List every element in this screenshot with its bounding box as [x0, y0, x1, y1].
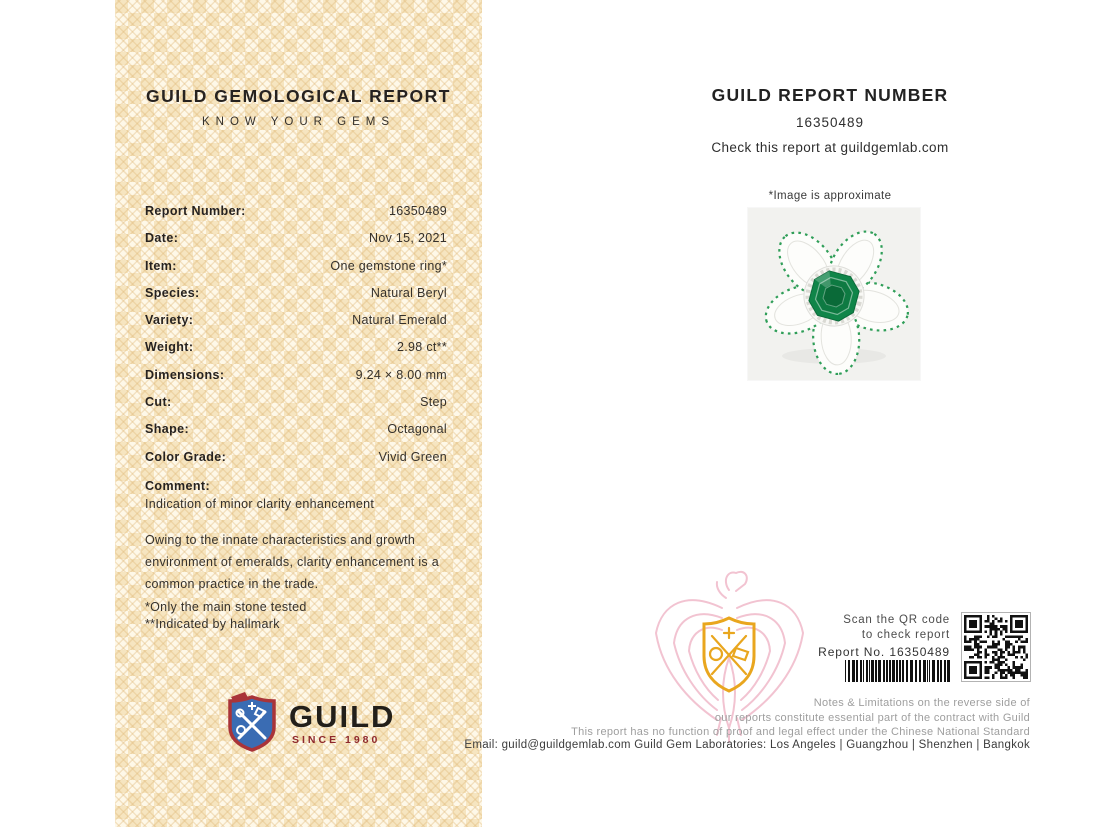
field-label: Item: [145, 258, 177, 273]
field-label: Color Grade: [145, 449, 227, 464]
field-label: Cut: [145, 395, 172, 410]
footnote-hallmark: **Indicated by hallmark [145, 616, 280, 631]
logo-tagline: SINCE 1980 [292, 734, 381, 746]
field-label: Weight: [145, 340, 194, 355]
qr-code [961, 612, 1031, 682]
comment-block [145, 479, 457, 511]
field-row-variety [145, 313, 447, 340]
field-row-color-grade [145, 450, 447, 477]
field-value: Octagonal [387, 422, 447, 437]
certificate-panel [115, 0, 482, 827]
qr-caption [790, 613, 950, 643]
field-row-shape [145, 422, 447, 449]
footer-note-line3: This report has no function of proof and legal effect under the Chinese National Standard [571, 726, 1030, 739]
image-approximate-note: *Image is approximate [768, 190, 892, 202]
qr-caption-line1: Scan the QR code [843, 614, 950, 626]
field-value: 2.98 ct** [397, 340, 447, 355]
field-label: Dimensions: [145, 367, 225, 382]
field-value: Natural Emerald [352, 313, 447, 328]
field-row-report-number [145, 204, 447, 231]
field-value: Step [420, 395, 447, 410]
field-row-cut [145, 395, 447, 422]
field-label: Date: [145, 231, 179, 246]
footer-note-line1: Notes & Limitations on the reverse side of [813, 697, 1030, 709]
field-row-date [145, 231, 447, 258]
field-value: Nov 15, 2021 [369, 231, 447, 246]
field-value: Vivid Green [378, 449, 447, 464]
field-label: Species: [145, 285, 200, 300]
field-value: 9.24 × 8.00 mm [355, 367, 447, 382]
logo-wordmark: GUILD [289, 699, 396, 734]
field-value: Natural Beryl [370, 285, 447, 300]
footer-contact: Email: guild@guildgemlab.com Guild Gem Laboratories: Los Angeles | Guangzhou | Shenzhen | Bangkok [464, 739, 1030, 751]
report-subtitle: KNOW YOUR GEMS [201, 116, 396, 128]
enhancement-note: Owing to the innate characteristics and growth environment of emeralds, clarity enhancement is a common practice in the trade. [145, 533, 440, 591]
barcode [845, 660, 951, 682]
notes-block [145, 529, 450, 632]
comment-value: Indication of minor clarity enhancement [145, 497, 375, 511]
guild-shield-icon [225, 690, 279, 757]
field-value: 16350489 [388, 204, 447, 218]
guild-logo [225, 690, 395, 757]
report-number-value: 16350489 [795, 115, 865, 130]
field-label: Variety: [145, 313, 194, 328]
footer-notes [470, 696, 1030, 740]
report-title: GUILD GEMOLOGICAL REPORT [146, 86, 451, 106]
emerald-ring-photo [748, 208, 920, 380]
qr-caption-line2: to check report [861, 629, 950, 641]
field-row-item [145, 259, 447, 286]
field-row-dimensions [145, 368, 447, 395]
report-fields [145, 204, 447, 477]
field-label: Report Number: [145, 204, 246, 218]
check-report-line: Check this report at guildgemlab.com [711, 140, 949, 155]
field-row-species [145, 286, 447, 313]
comment-label: Comment: [145, 479, 211, 493]
footer-note-line2: our reports constitute essential part of the contract with Guild [714, 711, 1030, 724]
report-number-heading: GUILD REPORT NUMBER [711, 85, 949, 105]
field-value: One gemstone ring* [330, 258, 447, 273]
field-row-weight [145, 340, 447, 367]
footnote-main-stone: *Only the main stone tested [145, 600, 307, 614]
qr-report-number: Report No. 16350489 [818, 645, 950, 659]
field-label: Shape: [145, 422, 190, 437]
